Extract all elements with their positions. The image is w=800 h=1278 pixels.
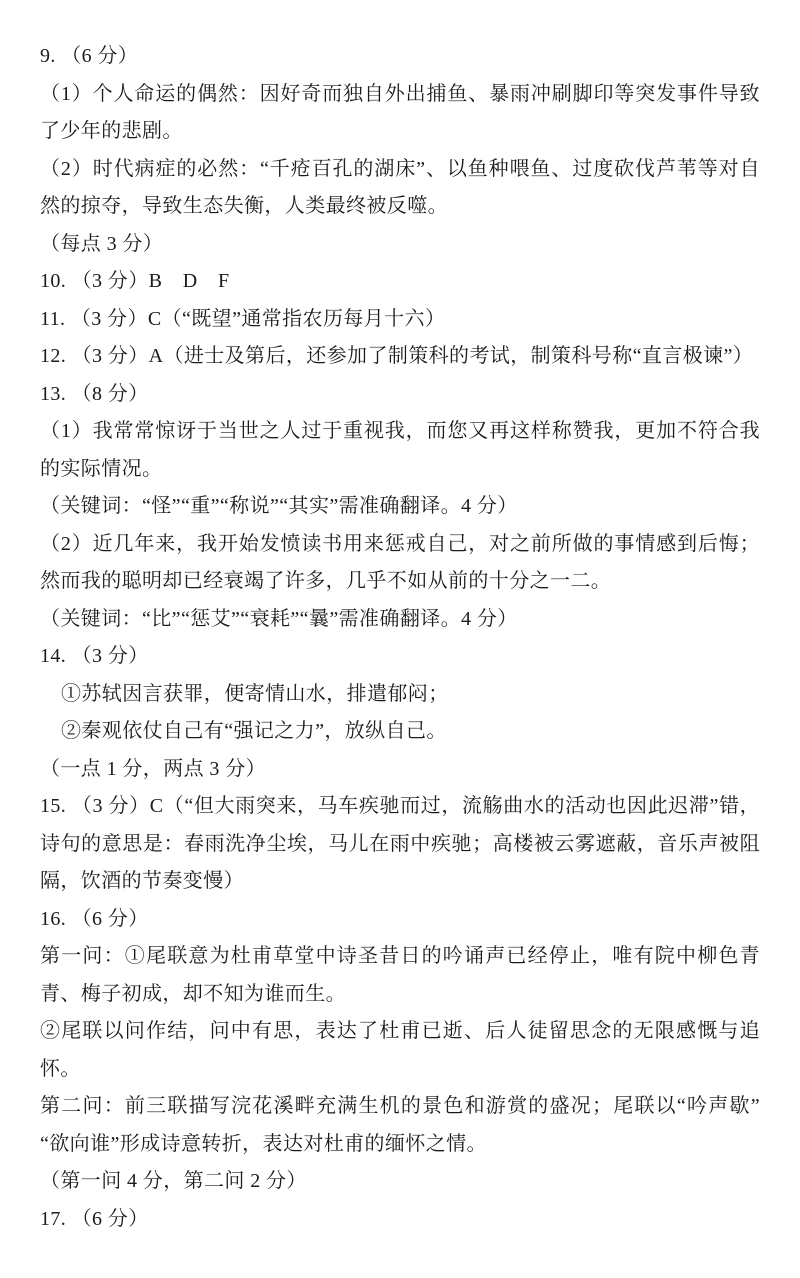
answer-13-header: 13. （8 分）: [40, 382, 149, 405]
answer-16-q1-point-1: 第一问：①尾联意为杜甫草堂中诗圣昔日的吟诵声已经停止，唯有院中柳色青青、梅子初成，却不知为谁而生。: [40, 945, 760, 1005]
answer-13-part-2: （2）近几年来，我开始发愤读书用来惩戒自己，对之前所做的事情感到后悔；然而我的聪明却已经衰竭了许多，几乎不如从前的十分之一二。: [40, 532, 760, 592]
answer-13-part-1: （1）我常常惊讶于当世之人过于重视我，而您又再这样称赞我，更加不符合我的实际情况。: [40, 420, 760, 480]
answer-14-scoring-note: （一点 1 分，两点 3 分）: [40, 757, 266, 780]
answer-9-point-1: （1）个人命运的偶然：因好奇而独自外出捕鱼、暴雨冲刷脚印等突发事件导致了少年的悲剧。: [40, 82, 760, 142]
answer-16-scoring-note: （第一问 4 分，第二问 2 分）: [40, 1170, 307, 1192]
answer-15: 15. （3 分）C（“但大雨突来，马车疾驰而过，流觞曲水的活动也因此迟滞”错，诗句的意思是：春雨洗净尘埃，马儿在雨中疾驰；高楼被云雾遮蔽，音乐声被阻隔，饮酒的节奏变慢）: [40, 795, 760, 892]
answer-16-q1-point-2: ②尾联以问作结，问中有思，表达了杜甫已逝、后人徒留思念的无限感慨与追怀。: [40, 1020, 760, 1080]
answer-11: 11. （3 分）C（“既望”通常指农历每月十六）: [40, 307, 446, 330]
answer-13-part-1-keywords: （关键词：“怪”“重”“称说”“其实”需准确翻译。4 分）: [40, 495, 518, 517]
answer-10: 10. （3 分）B D F: [40, 270, 230, 292]
answer-12: 12. （3 分）A（进士及第后，还参加了制策科的考试，制策科号称“直言极谏”）: [40, 345, 754, 367]
answer-17-header: 17. （6 分）: [40, 1207, 149, 1230]
answer-9-header: 9. （6 分）: [40, 45, 139, 67]
answer-14-header: 14. （3 分）: [40, 645, 149, 667]
answer-14-point-2: ②秦观依仗自己有“强记之力”，放纵自己。: [61, 720, 447, 742]
answer-16-q2: 第二问：前三联描写浣花溪畔充满生机的景色和游赏的盛况；尾联以“吟声歇”“欲向谁”形成诗意转折，表达对杜甫的缅怀之情。: [40, 1095, 760, 1155]
answer-9-point-2: （2）时代病症的必然：“千疮百孔的湖床”、以鱼种喂鱼、过度砍伐芦苇等对自然的掠夺，导致生态失衡，人类最终被反噬。: [40, 157, 760, 217]
answer-14-point-1: ①苏轼因言获罪，便寄情山水，排遣郁闷；: [61, 682, 449, 705]
answer-13-part-2-keywords: （关键词：“比”“惩艾”“衰耗”“曩”需准确翻译。4 分）: [40, 607, 518, 630]
answer-9-scoring-note: （每点 3 分）: [40, 232, 164, 255]
answer-16-header: 16. （6 分）: [40, 907, 149, 930]
